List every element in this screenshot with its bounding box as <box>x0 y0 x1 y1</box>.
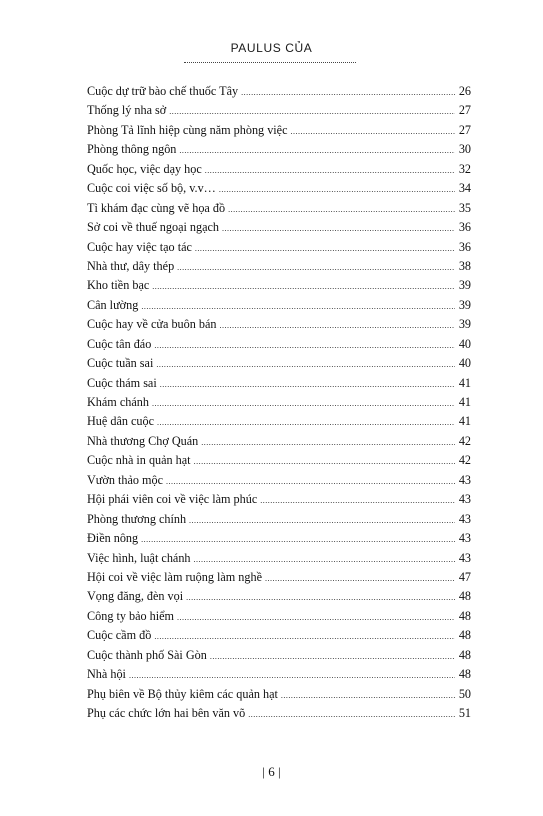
toc-entry <box>87 395 471 414</box>
toc-dot-leader <box>141 302 455 311</box>
toc-dot-leader <box>154 341 455 350</box>
toc-dot-leader <box>228 205 455 214</box>
header-dotted-rule <box>184 62 356 63</box>
toc-entry-title: Nhà thư, dây thép <box>87 258 175 273</box>
toc-dot-leader <box>154 632 455 641</box>
toc-dot-leader <box>152 399 455 408</box>
toc-entry <box>87 201 471 220</box>
toc-entry-page: 41 <box>458 375 471 390</box>
toc-entry-page: 42 <box>458 433 471 448</box>
toc-dot-leader <box>179 146 455 155</box>
toc-entry-title: Vườn thảo mộc <box>87 472 164 487</box>
toc-entry-title: Phụ biên về Bộ thủy kiêm các quản hạt <box>87 686 278 701</box>
toc-entry-title: Công ty bảo hiểm <box>87 608 174 623</box>
toc-entry-page: 35 <box>458 200 471 215</box>
toc-entry-page: 36 <box>458 220 471 235</box>
toc-dot-leader <box>205 166 455 175</box>
toc-entry <box>87 473 471 492</box>
toc-entry <box>87 337 471 356</box>
toc-entry-page: 43 <box>458 472 471 487</box>
toc-entry-title: Nhà thương Chợ Quán <box>87 433 199 448</box>
toc-dot-leader <box>201 438 455 447</box>
toc-entry <box>87 492 471 511</box>
toc-entry <box>87 181 471 200</box>
toc-entry <box>87 317 471 336</box>
toc-dot-leader <box>129 671 455 680</box>
toc-entry-title: Cuộc tân đáo <box>87 336 152 351</box>
toc-dot-leader <box>291 127 456 136</box>
toc-entry-title: Nhà hội <box>87 667 126 682</box>
toc-entry <box>87 648 471 667</box>
toc-entry-page: 27 <box>458 122 471 137</box>
toc-entry <box>87 551 471 570</box>
toc-entry <box>87 142 471 161</box>
toc-dot-leader <box>241 88 455 97</box>
toc-entry-page: 26 <box>458 84 471 98</box>
toc-entry <box>87 414 471 433</box>
toc-dot-leader <box>194 555 455 564</box>
toc-entry-page: 48 <box>458 608 471 623</box>
toc-dot-leader <box>141 535 455 544</box>
toc-entry-page: 43 <box>458 511 471 526</box>
toc-entry <box>87 589 471 608</box>
toc-entry-title: Cuộc thành phố Sài Gòn <box>87 647 207 662</box>
toc-entry <box>87 220 471 239</box>
toc-entry-title: Cuộc hay về cửa buôn bán <box>87 317 217 332</box>
toc-dot-leader <box>156 360 455 369</box>
toc-entry <box>87 628 471 647</box>
toc-dot-leader <box>177 263 455 272</box>
toc-entry-page: 48 <box>458 628 471 643</box>
running-head-title: PAULUS CỦA <box>230 41 313 55</box>
toc-entry-page: 48 <box>458 667 471 682</box>
toc-entry-page: 30 <box>458 142 471 157</box>
page-number: | 6 | <box>262 764 281 779</box>
toc-entry <box>87 259 471 278</box>
toc-entry-page: 48 <box>458 647 471 662</box>
toc-entry <box>87 687 471 706</box>
toc-dot-leader <box>219 185 455 194</box>
toc-entry <box>87 84 471 103</box>
toc-entry-page: 34 <box>458 181 471 196</box>
toc-entry-title: Thống lý nha sở <box>87 103 167 118</box>
toc-dot-leader <box>152 282 455 291</box>
toc-entry-page: 42 <box>458 453 471 468</box>
toc-entry <box>87 531 471 550</box>
toc-entry-title: Tì khám đạc cùng vẽ họa đồ <box>87 200 226 215</box>
toc-entry-title: Phòng thông ngôn <box>87 142 177 157</box>
table-of-contents <box>87 84 471 725</box>
toc-entry-page: 48 <box>458 589 471 604</box>
toc-entry-page: 41 <box>458 395 471 409</box>
toc-entry-title: Điền nông <box>87 531 139 546</box>
toc-entry-page: 36 <box>458 239 471 254</box>
toc-entry <box>87 667 471 686</box>
toc-entry-title: Cuộc tuần sai <box>87 356 154 371</box>
toc-entry-title: Phòng Tả lĩnh hiệp cùng năm phòng việc <box>87 122 288 137</box>
toc-entry-title: Khám chánh <box>87 395 149 409</box>
toc-entry-title: Cuộc coi việc số bộ, v.v… <box>87 181 216 196</box>
toc-dot-leader <box>195 244 455 253</box>
toc-entry <box>87 356 471 375</box>
toc-dot-leader <box>210 652 455 661</box>
toc-entry-page: 41 <box>458 414 471 429</box>
toc-entry <box>87 434 471 453</box>
toc-entry <box>87 453 471 472</box>
toc-entry-title: Cuộc hay việc tạo tác <box>87 239 192 254</box>
toc-entry-title: Phòng thương chính <box>87 511 187 526</box>
toc-entry-page: 38 <box>458 258 471 273</box>
toc-dot-leader <box>186 593 455 602</box>
toc-entry-title: Việc hình, luật chánh <box>87 550 191 565</box>
toc-entry-page: 43 <box>458 531 471 546</box>
toc-dot-leader <box>248 710 455 719</box>
toc-dot-leader <box>281 691 455 700</box>
toc-entry <box>87 376 471 395</box>
toc-entry-page: 40 <box>458 356 471 371</box>
toc-entry-title: Vọng đăng, đèn vọi <box>87 589 184 604</box>
toc-entry-page: 50 <box>458 686 471 701</box>
toc-dot-leader <box>265 574 455 583</box>
toc-dot-leader <box>177 613 455 622</box>
toc-dot-leader <box>157 418 455 427</box>
toc-dot-leader <box>260 496 455 505</box>
toc-entry-title: Cân lường <box>87 297 139 312</box>
toc-dot-leader <box>160 380 455 389</box>
toc-entry-title: Quốc học, việc dạy học <box>87 161 202 176</box>
toc-entry-page: 32 <box>458 161 471 176</box>
toc-entry-title: Hội coi về việc làm ruộng làm nghề <box>87 569 262 584</box>
toc-entry-title: Kho tiền bạc <box>87 278 150 293</box>
toc-entry-title: Phụ các chức lớn hai bên văn võ <box>87 706 246 720</box>
toc-entry-page: 40 <box>458 336 471 351</box>
toc-entry <box>87 240 471 259</box>
toc-entry-title: Huệ dân cuộc <box>87 414 155 429</box>
toc-dot-leader <box>219 321 455 330</box>
toc-entry <box>87 278 471 297</box>
toc-entry-page: 43 <box>458 550 471 565</box>
toc-entry <box>87 298 471 317</box>
toc-entry <box>87 570 471 589</box>
toc-dot-leader <box>194 457 455 466</box>
toc-entry-title: Sở coi về thuế ngoại ngạch <box>87 220 220 235</box>
toc-entry <box>87 123 471 142</box>
toc-entry-title: Hội phái viên coi về việc làm phúc <box>87 492 258 507</box>
toc-entry-title: Cuộc dự trữ bào chế thuốc Tây <box>87 84 239 98</box>
toc-entry-page: 51 <box>458 706 471 720</box>
toc-entry-page: 39 <box>458 297 471 312</box>
toc-dot-leader <box>222 224 455 233</box>
toc-entry-title: Cuộc cầm đồ <box>87 628 152 643</box>
toc-entry <box>87 103 471 122</box>
toc-dot-leader <box>166 477 455 486</box>
toc-entry-title: Cuộc thám sai <box>87 375 157 390</box>
toc-entry <box>87 162 471 181</box>
toc-entry-page: 47 <box>458 569 471 584</box>
toc-entry-page: 43 <box>458 492 471 507</box>
toc-dot-leader <box>169 107 455 116</box>
toc-entry-page: 27 <box>458 103 471 118</box>
toc-entry-page: 39 <box>458 278 471 293</box>
toc-entry-page: 39 <box>458 317 471 332</box>
toc-entry-title: Cuộc nhà in quản hạt <box>87 453 191 468</box>
toc-entry <box>87 609 471 628</box>
toc-entry <box>87 706 471 725</box>
toc-dot-leader <box>189 516 455 525</box>
toc-entry <box>87 512 471 531</box>
